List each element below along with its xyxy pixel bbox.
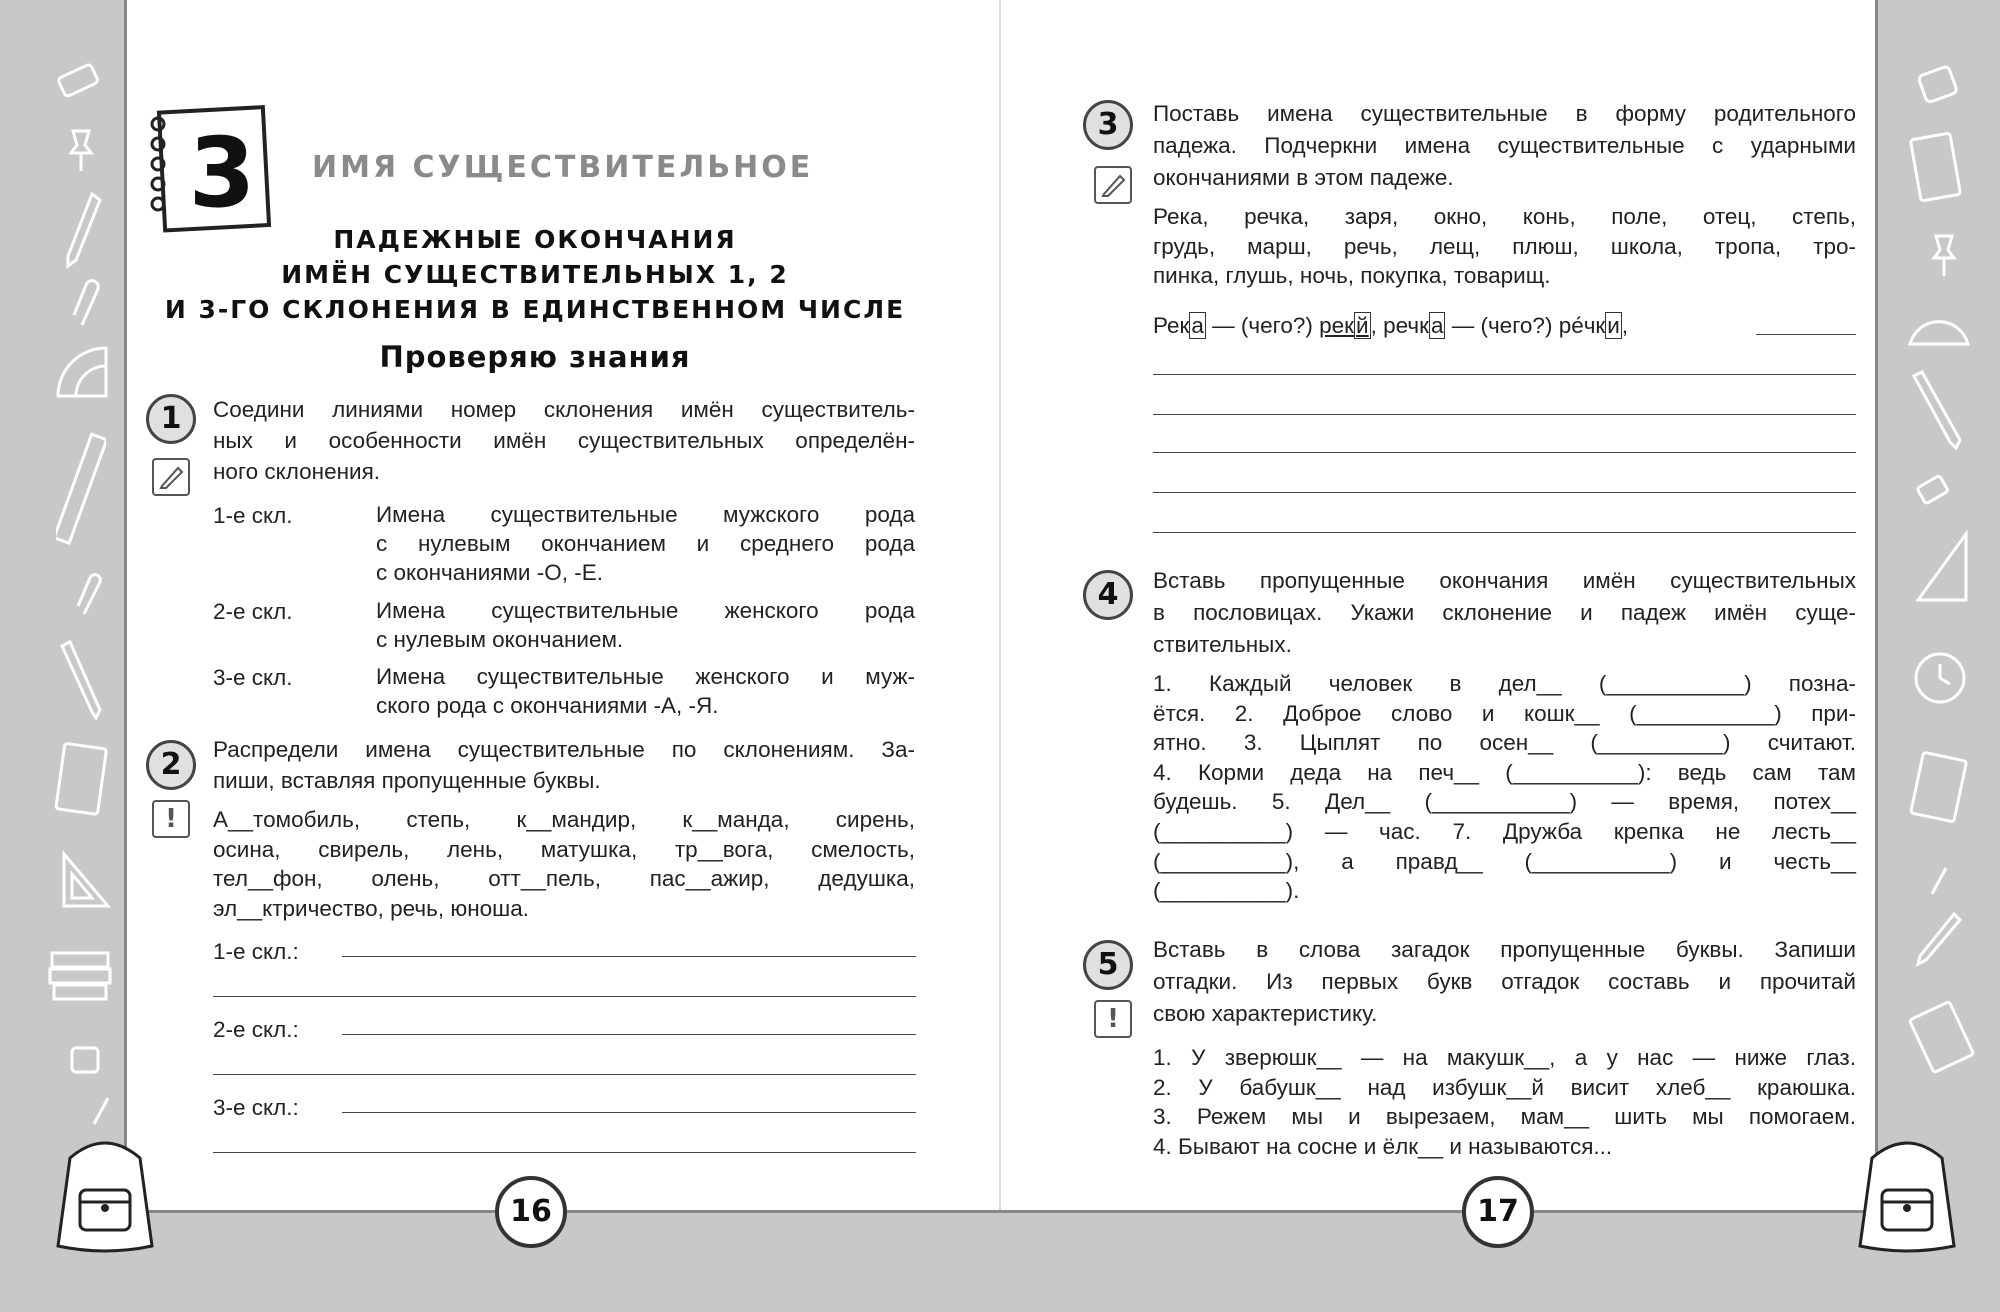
- text-line: 1. Каждый человек в дел__ (___________) позна-: [1153, 671, 1856, 696]
- example-question: — (чего?): [1445, 313, 1559, 338]
- text-line: ных и особенности имён существительных определён-: [213, 428, 915, 453]
- pencil-mark: [1094, 166, 1132, 204]
- text-line: Распредели имена существительные по склонениям. За-: [213, 737, 915, 762]
- answer-line[interactable]: [342, 1034, 916, 1035]
- pencil-icon: [1096, 168, 1130, 202]
- book-spine: [999, 0, 1001, 1210]
- protractor-icon: [50, 340, 114, 404]
- task-2-text: [213, 734, 915, 796]
- text-line: Имена существительные женского и муж-: [376, 664, 915, 689]
- text-line: эл__ктричество, речь, юноша.: [213, 895, 529, 921]
- answer-line[interactable]: [1153, 452, 1856, 453]
- text-line: будешь. 5. Дел__ (___________) — время, потех__: [1153, 789, 1856, 815]
- paperclip-icon: [86, 1090, 116, 1130]
- declension-label-3: 3-е скл.: [213, 665, 293, 690]
- triangle-icon: [1912, 530, 1972, 610]
- right-decoration-strip: [1884, 40, 1994, 1140]
- answer-line[interactable]: [213, 1152, 916, 1153]
- notebook-icon: [1906, 130, 1966, 210]
- text-line: 4. Бывают на сосне и ёлк__ и называются...: [1153, 1133, 1613, 1159]
- pencil-icon: [154, 460, 188, 494]
- text-line: 1. У зверюшк__ — на макушк__, а у нас — ниже глаз.: [1153, 1045, 1856, 1070]
- task-1-text: [213, 394, 915, 487]
- notebook-icon: [1908, 1000, 1978, 1080]
- answer-line[interactable]: [213, 996, 916, 997]
- declension-label-1: 1-е скл.: [213, 503, 293, 528]
- answer-line[interactable]: [342, 956, 916, 957]
- text-line: ного склонения.: [213, 459, 381, 484]
- example-word: речк: [1383, 313, 1429, 338]
- chapter-number: 3: [188, 117, 256, 229]
- text-line: ского рода с окончаниями -А, -Я.: [376, 693, 719, 718]
- task-4-number: 4: [1083, 570, 1133, 620]
- task-2-number: 2: [146, 740, 196, 790]
- text-line: 3. Режем мы и вырезаем, мам__ шить мы помогаем.: [1153, 1104, 1856, 1130]
- answer-label-3: 3-е скл.:: [213, 1095, 299, 1120]
- text-line: Река, речка, заря, окно, конь, поле, отец, степь,: [1153, 204, 1856, 229]
- chapter-title: ИМЯ СУЩЕСТВИТЕЛЬНОЕ: [312, 150, 814, 185]
- text-line: осина, свирель, лень, матушка, тр__вога, смелость,: [213, 836, 915, 862]
- task-4-text: [1153, 565, 1856, 661]
- text-line: с нулевым окончанием.: [376, 627, 624, 652]
- text-line: 4. Корми деда на печ__ (__________): ведь сам там: [1153, 759, 1856, 785]
- paperclip-icon: [1924, 860, 1954, 900]
- topic-line: ПАДЕЖНЫЕ ОКОНЧАНИЯ: [333, 225, 737, 254]
- text-line: 2. У бабушк__ над избушк__й висит хлеб__ краюшка.: [1153, 1074, 1856, 1100]
- declension-label-2: 2-е скл.: [213, 599, 293, 624]
- text-line: ствительных.: [1153, 632, 1292, 657]
- topic-line: ИМЁН СУЩЕСТВИТЕЛЬНЫХ 1, 2: [281, 260, 789, 289]
- eraser-icon: [54, 60, 104, 100]
- pushpin-icon: [61, 125, 101, 175]
- books-icon: [46, 945, 116, 1005]
- ending-box: й: [1356, 313, 1369, 338]
- example-word: Рек: [1153, 313, 1190, 338]
- eraser-icon: [1914, 470, 1954, 510]
- notebook-icon: [1906, 750, 1970, 830]
- example-question: — (чего?): [1205, 313, 1320, 338]
- paperclip-icon: [72, 570, 108, 620]
- declension-desc-1: [376, 500, 915, 587]
- page-number-right: 17: [1462, 1176, 1534, 1248]
- pushpin-icon: [1924, 230, 1964, 280]
- answer-label-1: 1-е скл.:: [213, 939, 299, 964]
- answer-line[interactable]: [1153, 414, 1856, 415]
- paperclip-icon: [68, 275, 108, 335]
- answer-line[interactable]: [1153, 532, 1856, 533]
- pencil-icon: [64, 190, 104, 270]
- pencil-mark: [152, 458, 190, 496]
- text-line: падежа. Подчеркни имена существительные с ударными: [1153, 133, 1856, 158]
- task-1-number: 1: [146, 394, 196, 444]
- page-number-left: 16: [495, 1176, 567, 1248]
- answer-line[interactable]: [213, 1074, 916, 1075]
- task-2-words: [213, 805, 915, 923]
- topic-line: И 3-ГО СКЛОНЕНИЯ В ЕДИНСТВЕННОМ ЧИСЛЕ: [164, 295, 906, 324]
- text-line: с нулевым окончанием и среднего рода: [376, 531, 915, 556]
- task-4-proverbs: [1153, 669, 1856, 906]
- answer-line[interactable]: [1153, 492, 1856, 493]
- text-line: А__томобиль, степь, к__мандир, к__манда, сирень,: [213, 807, 915, 832]
- text-line: в пословицах. Укажи склонение и падеж имён суще-: [1153, 600, 1856, 625]
- task-5-text: [1153, 934, 1856, 1030]
- answer-line[interactable]: [1756, 334, 1856, 335]
- text-line: ётся. 2. Доброе слово и кошк__ (___________) при-: [1153, 700, 1856, 726]
- attention-mark-icon: !: [1094, 1000, 1132, 1038]
- pen-icon: [1908, 370, 1968, 450]
- sharpener-icon: [1914, 60, 1964, 110]
- task-5-riddles: [1153, 1043, 1856, 1161]
- left-decoration-strip: [6, 40, 116, 1140]
- triangle-icon: [58, 850, 114, 910]
- sharpener-icon: [66, 1040, 106, 1080]
- answer-label-2: 2-е скл.:: [213, 1017, 299, 1042]
- ending-box: а: [1191, 313, 1204, 338]
- answer-line[interactable]: [342, 1112, 916, 1113]
- backpack-icon: [40, 1128, 170, 1258]
- text-line: Вставь пропущенные окончания имён существительных: [1153, 568, 1856, 593]
- alarm-clock-icon: [1908, 640, 1972, 710]
- attention-mark-icon: !: [152, 800, 190, 838]
- ending-box: и: [1607, 313, 1620, 338]
- text-line: Вставь в слова загадок пропущенные буквы. Запиши: [1153, 937, 1856, 962]
- task-3-number: 3: [1083, 100, 1133, 150]
- text-line: Имена существительные мужского рода: [376, 502, 915, 527]
- text-line: Имена существительные женского рода: [376, 598, 915, 623]
- text-line: (__________), а правд__ (___________) и честь__: [1153, 848, 1856, 874]
- example-answer: ре́чк: [1558, 313, 1606, 338]
- text-line: свою характеристику.: [1153, 1001, 1378, 1026]
- pen-icon: [56, 640, 106, 720]
- pencil-icon: [1914, 910, 1964, 970]
- text-line: (__________).: [1153, 878, 1300, 904]
- ending-box: а: [1430, 313, 1444, 338]
- text-line: Соедини линиями номер склонения имён существитель-: [213, 397, 915, 422]
- backpack-icon: [1842, 1128, 1972, 1258]
- text-line: (__________) — час. 7. Дружба крепка не лесть__: [1153, 818, 1856, 844]
- ruler-icon: [56, 430, 106, 550]
- text-line: с окончаниями -О, -Е.: [376, 560, 603, 585]
- text-line: грудь, марш, речь, лещ, плюш, школа, тропа, тро-: [1153, 233, 1856, 259]
- notebook-icon: [52, 740, 112, 820]
- answer-line[interactable]: [1153, 374, 1856, 375]
- task-3-text: [1153, 98, 1856, 194]
- example-answer: рек: [1319, 313, 1354, 338]
- protractor-icon: [1904, 290, 1974, 350]
- text-line: Поставь имена существительные в форму родительного: [1153, 101, 1856, 126]
- separator: ,: [1370, 313, 1384, 338]
- task-3-words: [1153, 202, 1856, 291]
- subtopic-title: Проверяю знания: [379, 340, 691, 374]
- text-line: пинка, глушь, ночь, покупка, товарищ.: [1153, 263, 1551, 288]
- text-line: тел__фон, олень, отт__пель, пас__ажир, дедушка,: [213, 866, 915, 891]
- text-line: ятно. 3. Цыплят по осен__ (__________) считают.: [1153, 730, 1856, 756]
- text-line: пиши, вставляя пропущенные буквы.: [213, 768, 601, 793]
- separator: ,: [1621, 313, 1629, 338]
- topic-title: [160, 222, 910, 327]
- task-3-example: [1153, 310, 1753, 341]
- text-line: окончаниями в этом падеже.: [1153, 165, 1454, 190]
- declension-desc-2: [376, 596, 915, 654]
- declension-desc-3: [376, 662, 915, 720]
- task-5-number: 5: [1083, 940, 1133, 990]
- text-line: отгадки. Из первых букв отгадок составь и прочитай: [1153, 969, 1856, 994]
